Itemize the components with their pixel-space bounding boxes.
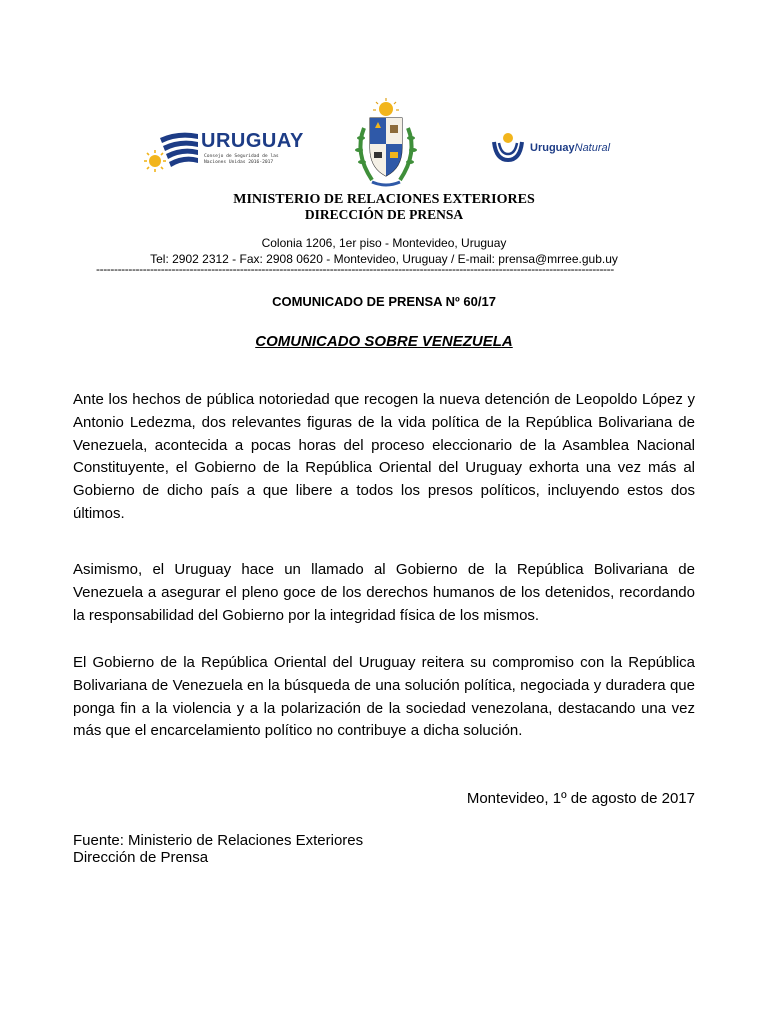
press-release-title: COMUNICADO SOBRE VENEZUELA (255, 333, 513, 350)
body-paragraph-2: Asimismo, el Uruguay hace un llamado al Gobierno de la República Bolivariana de Venezuela a asegurar el pleno goce de los derechos humanos de los detenidos, recordando la responsabilidad del Gobierno por la integridad física de los mismos. (73, 561, 695, 624)
source-line-1: Fuente: Ministerio de Relaciones Exteriores (73, 832, 364, 849)
uruguay-security-council-logo (144, 128, 304, 178)
contact-line: Tel: 2902 2312 - Fax: 2908 0620 - Montevideo, Uruguay / E-mail: prensa@mrree.gub.uy (150, 252, 618, 266)
uruguay-natural-wordmark (530, 142, 610, 154)
uruguay-natural-bold: Uruguay (530, 142, 575, 154)
uruguay-natural-italic: Natural (574, 142, 611, 154)
source-line-2: Dirección de Prensa (73, 849, 209, 866)
security-council-subtitle: Consejo de Seguridad de las Naciones Unidas 2016-2017 (204, 154, 279, 165)
coat-of-arms-icon (350, 98, 422, 190)
ministry-heading: MINISTERIO DE RELACIONES EXTERIORES (233, 192, 535, 207)
separator-line: ------------------------------------------------------------------------------------------------------------------------------------------------ (96, 262, 614, 276)
body-paragraph-3: El Gobierno de la República Oriental del Uruguay reitera su compromiso con la República Bolivariana de Venezuela en la búsqueda de una solución política, negociada y duradera que ponga fin a la violencia y a la polarización de la sociedad venezolana, destacando una vez más que el encarcelamiento político no contribuye a dicha solución. (73, 654, 695, 740)
press-release-number: COMUNICADO DE PRENSA Nº 60/17 (272, 294, 496, 309)
address-line: Colonia 1206, 1er piso - Montevideo, Uruguay (261, 236, 507, 250)
uruguay-natural-sun-icon (490, 128, 526, 164)
uruguay-natural-logo (490, 128, 630, 168)
logo-bar (0, 98, 768, 190)
direction-heading: DIRECCIÓN DE PRENSA (304, 207, 464, 222)
uruguay-wordmark: URUGUAY (201, 130, 304, 152)
uruguay-sun-stripes-icon (144, 128, 200, 178)
date-line: Montevideo, 1º de agosto de 2017 (466, 790, 695, 807)
body-paragraph-1: Ante los hechos de pública notoriedad que recogen la nueva detención de Leopoldo López y Antonio Ledezma, dos relevantes figuras de la vida política de la República Bolivariana de Venezuela, acontecida a pocas horas del proceso eleccionario de la Asamblea Nacional Constituyente, el Gobierno de la República Oriental del Uruguay exhorta una vez más al Gobierno de dicho país a que libere a todos los presos políticos, incluyendo estos dos últimos. (73, 391, 695, 522)
